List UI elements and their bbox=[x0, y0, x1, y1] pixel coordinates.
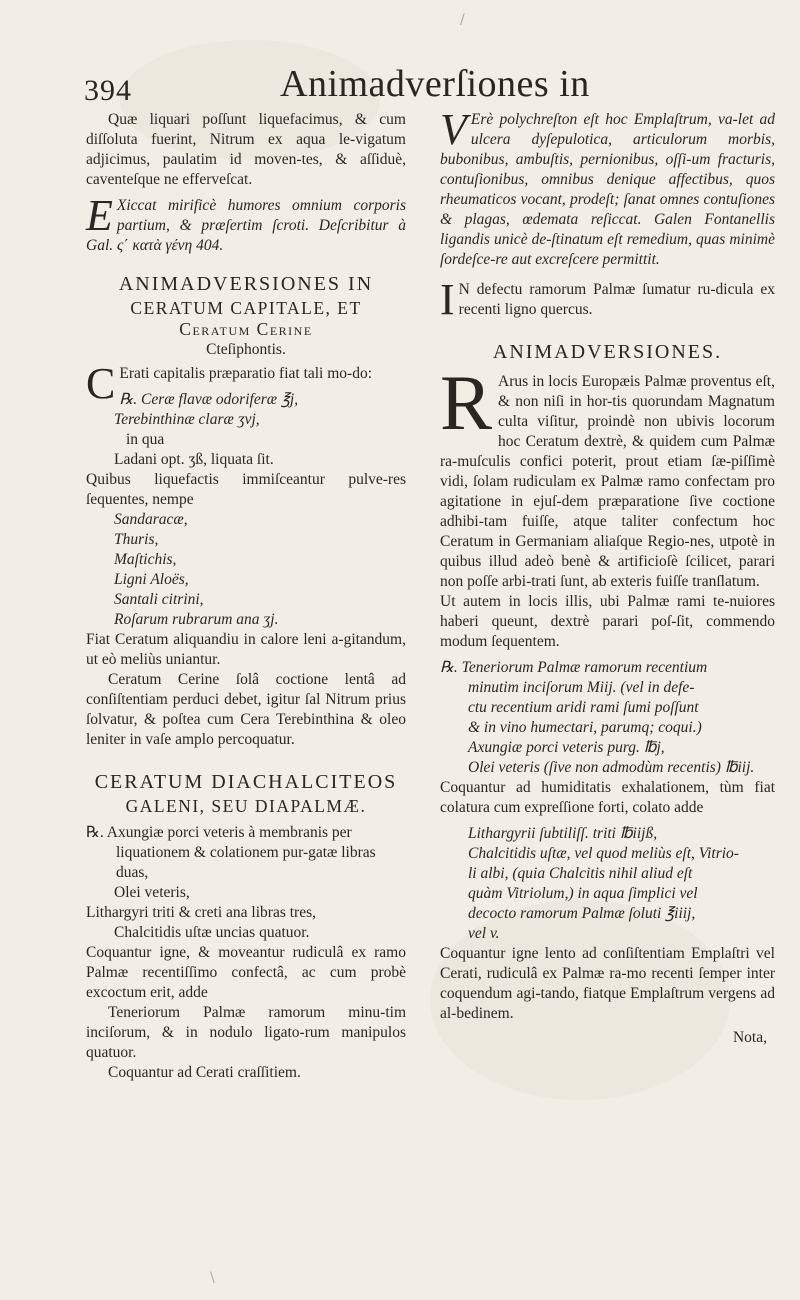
page-number: 394 bbox=[84, 74, 132, 107]
drop-initial: V bbox=[440, 105, 467, 154]
drop-initial: I bbox=[440, 275, 455, 324]
recipe-line: ℞. Teneriorum Palmæ ramorum recentium bbox=[440, 659, 708, 676]
section-subheading: Cteſiphontis. bbox=[206, 341, 286, 358]
left-column bbox=[86, 110, 406, 1083]
section-heading: Ceratum Cerine bbox=[179, 319, 313, 339]
ingredient: Chalcitidis uſtæ, vel quod meliùs eſt, Vitrio- bbox=[468, 845, 739, 862]
paragraph bbox=[440, 105, 775, 270]
ingredient: decocto ramorum Palmæ ſoluti ℥iiij, bbox=[468, 905, 696, 922]
ingredient: Santali citrini, bbox=[114, 591, 204, 608]
ingredient: Sandaracæ, bbox=[114, 511, 188, 528]
recipe-line: Terebinthinæ claræ ʒvj, bbox=[114, 411, 260, 428]
paragraph bbox=[86, 191, 406, 256]
section-heading: ANIMADVERSIONES IN bbox=[118, 273, 374, 295]
recipe-line: Olei veteris (ſive non admodùm recentis) ℔iij. bbox=[468, 759, 755, 776]
ingredient: vel v. bbox=[468, 925, 500, 942]
paragraph bbox=[440, 359, 775, 592]
recipe-line: Axungiæ porci veteris purg. ℔j, bbox=[468, 739, 665, 756]
recipe-line: Chalcitidis uſtæ uncias quatuor. bbox=[114, 924, 310, 941]
ingredient: Thuris, bbox=[114, 531, 159, 548]
paragraph-text: Erati capitalis præparatio fiat tali mo-do: bbox=[119, 365, 373, 382]
paragraph: Coquantur ad humiditatis exhalationem, tùm fiat colatura cum expreſſione forti, colato adde bbox=[440, 779, 775, 816]
margin-mark: / bbox=[460, 12, 465, 28]
running-title: Animadverſiones in bbox=[280, 63, 590, 105]
paragraph-text: Xiccat mirificè humores omnium corporis partium, & præſertim ſcroti. Deſcribitur à Gal. ς΄ κατὰ γένη 404. bbox=[86, 197, 406, 254]
paragraph: Quæ liquari poſſunt liquefacimus, & cum diſſoluta fuerint, Nitrum ex aqua le-vigatum adjicimus, paulatim id moven-tes, & aſſiduè, caventeſque ne efferveſcat. bbox=[86, 111, 406, 188]
recipe-line: ctu recentium aridi rami ſumi poſſunt bbox=[468, 699, 699, 716]
paragraph: Ut autem in locis illis, ubi Palmæ rami te-nuiores haberi queunt, dextrè parari poſ-ſit, commendo modum ſequentem. bbox=[440, 593, 775, 650]
section-heading: CERATUM CAPITALE, ET bbox=[130, 298, 362, 318]
ingredient: Roſarum rubrarum ana ʒj. bbox=[114, 611, 279, 628]
drop-initial: C bbox=[86, 359, 116, 408]
right-column bbox=[440, 105, 775, 1064]
recipe-line: minutim inciſorum Miij. (vel in defe- bbox=[468, 679, 695, 696]
section-heading: GALENI, SEU DIAPALMÆ. bbox=[125, 796, 367, 816]
paragraph bbox=[440, 275, 775, 324]
margin-mark: \ bbox=[210, 1270, 215, 1286]
ingredient: li albi, (quia Chalcitis nihil aliud eſt bbox=[468, 865, 693, 882]
recipe-line: Olei veteris, bbox=[114, 884, 190, 901]
paragraph: Coquantur igne, & moveantur rudiculâ ex ramo Palmæ recentiſſimo confectâ, ac cum probè excoctum erit, adde bbox=[86, 944, 406, 1001]
section-heading: ANIMADVERSIONES. bbox=[492, 341, 723, 363]
page-header bbox=[78, 56, 778, 112]
paragraph: Coquantur igne lento ad conſiſtentiam Emplaſtri vel Cerati, rudiculâ ex Palmæ ra-mo recenti ſemper inter coquendum agi-tando, fiatque Emplaſtrum vergens ad al-bedinem. bbox=[440, 945, 775, 1022]
section-heading: CERATUM DIACHALCITEOS bbox=[94, 771, 398, 793]
recipe-line: ℞. Ceræ flavæ odoriferæ ℥j, bbox=[119, 391, 299, 408]
recipe-line: ℞. Axungiæ porci veteris à membranis per liquationem & colationem pur-gatæ libras duas, bbox=[86, 824, 376, 881]
ingredient: Ligni Aloës, bbox=[114, 571, 189, 588]
paragraph: Fiat Ceratum aliquandiu in calore leni a-gitandum, ut eò meliùs uniantur. bbox=[86, 631, 406, 668]
drop-initial: E bbox=[86, 191, 113, 240]
paragraph-text: Erè polychreſton eſt hoc Emplaſtrum, va-let ad ulcera dyſepulotica, articulorum morbis, bubonibus, ambuſtis, pernionibus, oſſi-um fracturis, contuſionibus, omnibus denique affectibus, quos rheumaticos vocant, prodeſt; ſanat omnes contuſiones & plagas, œdemata reſiccat. Galen Fontanellis ligandis unicè de-ſtinatum eſt remedium, quas minimè ſordeſce-re aut excreſcere permittit. bbox=[440, 111, 775, 268]
recipe-line: Ladani opt. ʒß, liquata ſit. bbox=[114, 451, 274, 468]
catchword: Nota, bbox=[732, 1029, 767, 1046]
recipe-line: & in vino humectari, parumq; coqui.) bbox=[468, 719, 702, 736]
ingredient: Maſtichis, bbox=[114, 551, 177, 568]
drop-initial: R bbox=[440, 359, 493, 446]
paragraph: Quibus liquefactis immiſceantur pulve-res ſequentes, nempe bbox=[86, 471, 406, 508]
paragraph: Teneriorum Palmæ ramorum minu-tim inciſorum, & in nodulo ligato-rum manipulos quatuor. bbox=[86, 1004, 406, 1061]
paragraph: Coquantur ad Cerati craſſitiem. bbox=[108, 1064, 301, 1081]
ingredient: quàm Vitriolum,) in aqua ſimplici vel bbox=[468, 885, 698, 902]
ingredient: Lithargyrii ſubtiliſſ. triti ℔iijß, bbox=[468, 825, 658, 842]
recipe-line: Lithargyri triti & creti ana libras tres, bbox=[86, 904, 316, 921]
recipe-line: in qua bbox=[126, 431, 165, 448]
paragraph: Ceratum Cerine ſolâ coctione lentâ ad conſiſtentiam perduci debet, igitur ſal Nitrum prius ſolvatur, & poſtea cum Cera Terebinthina & oleo leniter in vaſe amplo percoquatur. bbox=[86, 671, 406, 748]
paragraph-text: Arus in locis Europæis Palmæ proventus eſt, & non niſi in hor-tis quorundam Magnatum culta viſitur, proindè non ubivis locorum hoc Ceratum dextrè, & quidem cum Palmæ ra-muſculis confici poterit, prout etiam ſæ-piſſimè vidi, ſolam rudiculam ex Palmæ ramo confectam pro agitatione in ejuſ-dem præparatione ſive coctione adhibi-tam fuiſſe, atque taliter confectum hoc Ceratum in Germaniam aliaſque Regio-nes, utpotè in quibus illud adeò benè & artificioſè ſcilicet, parari non poſſe arbi-trati ſunt, ab exteris fuiſſe tranſlatum. bbox=[440, 373, 775, 590]
paragraph-text: N defectu ramorum Palmæ ſumatur ru-dicula ex recenti ligno quercus. bbox=[458, 281, 775, 318]
